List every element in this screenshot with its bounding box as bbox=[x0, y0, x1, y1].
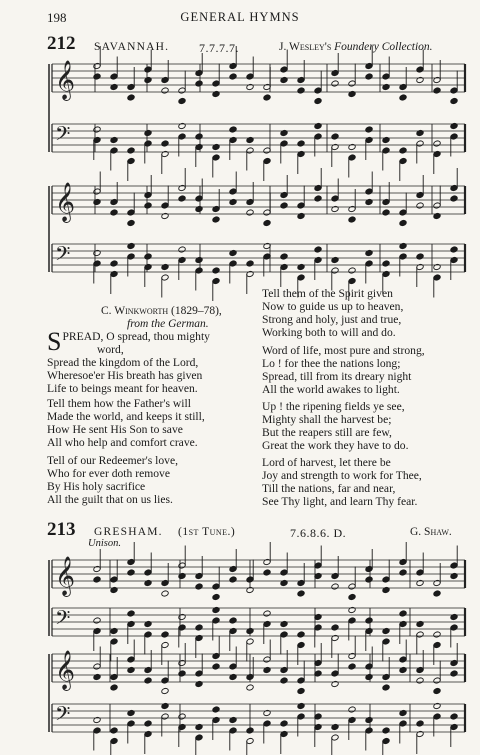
note-head bbox=[212, 706, 220, 713]
note-head bbox=[161, 212, 169, 219]
note-head bbox=[195, 205, 203, 212]
note-head bbox=[93, 249, 101, 256]
note-head bbox=[399, 219, 407, 226]
note-head bbox=[331, 583, 339, 590]
note-head bbox=[382, 209, 390, 216]
verse-line: Wheresoe'er His breath has given bbox=[47, 368, 203, 382]
verse-line: How He sent His Son to save bbox=[47, 422, 183, 436]
note-head bbox=[348, 606, 356, 613]
note-head bbox=[161, 87, 169, 94]
note-head bbox=[399, 94, 407, 101]
note-head bbox=[331, 680, 339, 687]
note-head bbox=[161, 140, 169, 147]
verse-line: Working both to will and do. bbox=[262, 325, 396, 339]
note-head bbox=[280, 202, 288, 209]
note-head bbox=[229, 73, 237, 80]
note-head bbox=[246, 209, 254, 216]
verse-line: Life to beings meant for heaven. bbox=[47, 381, 198, 395]
note-head bbox=[297, 140, 305, 147]
note-head bbox=[348, 663, 356, 670]
note-head bbox=[365, 198, 373, 205]
note-head bbox=[433, 702, 441, 709]
verse-line: PREAD, O spread, thou mighty bbox=[62, 330, 210, 343]
note-head bbox=[229, 198, 237, 205]
note-head bbox=[263, 219, 271, 226]
note-head bbox=[365, 617, 373, 624]
hymn-213-composer: G. Shaw. bbox=[410, 526, 452, 538]
note-head bbox=[382, 83, 390, 90]
note-head bbox=[297, 590, 305, 597]
note-head bbox=[297, 702, 305, 709]
note-head bbox=[433, 212, 441, 219]
note-head bbox=[331, 624, 339, 631]
note-head bbox=[280, 620, 288, 627]
note-head bbox=[280, 253, 288, 260]
verse-line: Spread the kingdom of the Lord, bbox=[47, 355, 199, 369]
note-head bbox=[229, 249, 237, 256]
note-head bbox=[195, 624, 203, 631]
bass-clef-icon: 𝄢 bbox=[55, 606, 71, 634]
verse-2 bbox=[47, 398, 205, 450]
note-head bbox=[433, 263, 441, 270]
note-head bbox=[93, 716, 101, 723]
note-head bbox=[331, 205, 339, 212]
note-head bbox=[178, 572, 186, 579]
translator-name: C. Winkworth (1829–78), bbox=[101, 305, 222, 317]
hymn-213-tune-note: (1st Tune.) bbox=[178, 526, 236, 538]
verse-line: Tell of our Redeemer's love, bbox=[47, 454, 179, 467]
note-head bbox=[399, 147, 407, 154]
translator-credit bbox=[101, 305, 222, 317]
note-head bbox=[93, 617, 101, 624]
note-head bbox=[399, 709, 407, 716]
note-head bbox=[246, 136, 254, 143]
note-head bbox=[450, 713, 458, 720]
note-head bbox=[229, 126, 237, 133]
note-head bbox=[110, 684, 118, 691]
note-head bbox=[246, 627, 254, 634]
note-head bbox=[229, 617, 237, 624]
note-head bbox=[144, 720, 152, 727]
note-head bbox=[110, 136, 118, 143]
note-head bbox=[161, 590, 169, 597]
note-head bbox=[433, 687, 441, 694]
note-head bbox=[348, 143, 356, 150]
note-head bbox=[416, 720, 424, 727]
note-head bbox=[195, 133, 203, 140]
attribution-name: J. Wesley's bbox=[279, 41, 332, 53]
note-head bbox=[144, 677, 152, 684]
note-head bbox=[382, 727, 390, 734]
verse-line: Joy and strength to work for Thee, bbox=[262, 468, 422, 482]
bass-clef-icon: 𝄢 bbox=[55, 702, 71, 730]
note-head bbox=[93, 673, 101, 680]
note-head bbox=[178, 246, 186, 253]
note-head bbox=[178, 97, 186, 104]
note-head bbox=[127, 242, 135, 249]
note-head bbox=[178, 195, 186, 202]
note-head bbox=[229, 716, 237, 723]
note-head bbox=[212, 267, 220, 274]
note-head bbox=[144, 129, 152, 136]
note-head bbox=[348, 216, 356, 223]
verse-line: Up ! the ripening fields ye see, bbox=[262, 400, 405, 413]
verse-line: See Thy light, and learn Thy fear. bbox=[262, 494, 418, 508]
note-head bbox=[246, 684, 254, 691]
verse-1 bbox=[47, 327, 257, 396]
verse-dropcap: S bbox=[47, 327, 62, 356]
verse-6 bbox=[262, 401, 408, 453]
treble-clef-icon: 𝄞 bbox=[55, 650, 76, 690]
verse-line: Who for ever doth remove bbox=[47, 466, 170, 480]
hymn-212-tune-name: SAVANNAH. bbox=[94, 41, 170, 53]
verse-line: Now to guide us up to heaven, bbox=[262, 299, 404, 313]
note-head bbox=[314, 246, 322, 253]
note-head bbox=[365, 673, 373, 680]
note-head bbox=[144, 620, 152, 627]
note-head bbox=[178, 713, 186, 720]
verse-line: Spread, till from its dreary night bbox=[262, 369, 412, 383]
note-head bbox=[127, 569, 135, 576]
verse-line: Lord of harvest, let there be bbox=[262, 456, 391, 469]
note-head bbox=[212, 143, 220, 150]
note-head bbox=[195, 680, 203, 687]
hymn-213-number: 213 bbox=[47, 519, 76, 540]
note-head bbox=[280, 579, 288, 586]
note-head bbox=[314, 97, 322, 104]
note-head bbox=[365, 126, 373, 133]
note-head bbox=[382, 136, 390, 143]
note-head bbox=[212, 90, 220, 97]
note-head bbox=[195, 723, 203, 730]
note-head bbox=[263, 709, 271, 716]
note-head bbox=[433, 140, 441, 147]
note-head bbox=[297, 631, 305, 638]
note-head bbox=[297, 263, 305, 270]
note-head bbox=[127, 147, 135, 154]
verse-line: Lo ! for thee the nations long; bbox=[262, 356, 401, 370]
note-head bbox=[195, 80, 203, 87]
note-head bbox=[297, 212, 305, 219]
note-head bbox=[212, 216, 220, 223]
note-head bbox=[127, 94, 135, 101]
bass-clef-icon: 𝄢 bbox=[55, 122, 71, 150]
note-head bbox=[161, 687, 169, 694]
note-head bbox=[161, 702, 169, 709]
verse-line: Tell them of the Spirit given bbox=[262, 287, 393, 300]
hymn-213-direction: Unison. bbox=[88, 538, 121, 549]
note-head bbox=[280, 720, 288, 727]
note-head bbox=[416, 620, 424, 627]
note-head bbox=[450, 122, 458, 129]
note-head bbox=[450, 246, 458, 253]
note-head bbox=[365, 576, 373, 583]
note-head bbox=[110, 586, 118, 593]
note-head bbox=[263, 666, 271, 673]
note-head bbox=[144, 253, 152, 260]
translator-note: from the German. bbox=[127, 318, 209, 330]
verse-3 bbox=[47, 455, 178, 507]
verse-line: All the world awakes to light. bbox=[262, 382, 400, 396]
treble-clef-icon: 𝄞 bbox=[55, 60, 76, 100]
note-head bbox=[127, 666, 135, 673]
note-head bbox=[280, 76, 288, 83]
note-head bbox=[246, 727, 254, 734]
note-head bbox=[263, 610, 271, 617]
note-head bbox=[314, 122, 322, 129]
verse-line: All the guilt that on us lies. bbox=[47, 492, 173, 506]
verse-line: word, bbox=[97, 342, 124, 356]
note-head bbox=[416, 579, 424, 586]
note-head bbox=[450, 670, 458, 677]
note-head bbox=[331, 133, 339, 140]
note-head bbox=[450, 195, 458, 202]
note-head bbox=[382, 586, 390, 593]
note-head bbox=[229, 673, 237, 680]
note-head bbox=[110, 260, 118, 267]
page-header: GENERAL HYMNS bbox=[180, 10, 300, 24]
bass-clef-icon: 𝄢 bbox=[55, 242, 71, 270]
hymn-212-meter: 7.7.7.7. bbox=[199, 41, 239, 55]
note-head bbox=[365, 73, 373, 80]
note-head bbox=[382, 627, 390, 634]
note-head bbox=[280, 129, 288, 136]
note-head bbox=[178, 122, 186, 129]
note-head bbox=[93, 126, 101, 133]
verse-5 bbox=[262, 345, 425, 397]
note-head bbox=[212, 606, 220, 613]
note-head bbox=[416, 76, 424, 83]
note-head bbox=[263, 569, 271, 576]
note-head bbox=[93, 198, 101, 205]
verse-line: Mighty shall the harvest be; bbox=[262, 412, 392, 426]
note-head bbox=[416, 129, 424, 136]
verse-4 bbox=[262, 288, 403, 340]
note-head bbox=[144, 76, 152, 83]
treble-clef-icon: 𝄞 bbox=[55, 182, 76, 222]
note-head bbox=[433, 590, 441, 597]
note-head bbox=[110, 727, 118, 734]
note-head bbox=[331, 256, 339, 263]
note-head bbox=[195, 256, 203, 263]
page-number: 198 bbox=[47, 10, 67, 25]
note-head bbox=[178, 613, 186, 620]
note-head bbox=[416, 253, 424, 260]
note-head bbox=[93, 576, 101, 583]
note-head bbox=[348, 267, 356, 274]
note-head bbox=[127, 219, 135, 226]
note-head bbox=[195, 583, 203, 590]
verse-line: Tell them how the Father's will bbox=[47, 397, 191, 410]
note-head bbox=[127, 610, 135, 617]
note-head bbox=[297, 87, 305, 94]
verse-line: Great the work they have to do. bbox=[262, 438, 409, 452]
note-head bbox=[382, 684, 390, 691]
note-head bbox=[161, 631, 169, 638]
note-head bbox=[110, 627, 118, 634]
note-head bbox=[144, 579, 152, 586]
note-head bbox=[331, 80, 339, 87]
note-head bbox=[144, 202, 152, 209]
note-head bbox=[416, 677, 424, 684]
note-head bbox=[212, 593, 220, 600]
verse-line: By His holy sacrifice bbox=[47, 479, 146, 493]
note-head bbox=[450, 97, 458, 104]
note-head bbox=[212, 663, 220, 670]
note-head bbox=[416, 202, 424, 209]
note-head bbox=[280, 677, 288, 684]
note-head bbox=[297, 687, 305, 694]
note-head bbox=[178, 670, 186, 677]
note-head bbox=[399, 569, 407, 576]
note-head bbox=[246, 260, 254, 267]
note-head bbox=[110, 209, 118, 216]
note-head bbox=[263, 94, 271, 101]
hymn-212-number: 212 bbox=[47, 33, 76, 54]
note-head bbox=[382, 260, 390, 267]
note-head bbox=[314, 195, 322, 202]
note-head bbox=[365, 716, 373, 723]
note-head bbox=[399, 610, 407, 617]
note-head bbox=[450, 572, 458, 579]
note-head bbox=[246, 83, 254, 90]
verse-line: Till the nations, far and near, bbox=[262, 481, 396, 495]
verse-line: Made the world, and keeps it still, bbox=[47, 409, 205, 423]
hymn-213-tune-name: GRESHAM. bbox=[94, 526, 163, 538]
verse-7 bbox=[262, 457, 422, 509]
note-head bbox=[110, 83, 118, 90]
note-head bbox=[161, 263, 169, 270]
hymn-213-meter: 7.6.8.6. D. bbox=[290, 526, 347, 540]
attribution-source: Foundery Collection. bbox=[334, 41, 433, 53]
verse-line: All who help and comfort crave. bbox=[47, 435, 198, 449]
note-head bbox=[433, 87, 441, 94]
note-head bbox=[450, 613, 458, 620]
verse-line: Word of life, most pure and strong, bbox=[262, 344, 425, 357]
note-head bbox=[348, 90, 356, 97]
note-head bbox=[331, 723, 339, 730]
treble-clef-icon: 𝄞 bbox=[55, 556, 76, 596]
note-head bbox=[399, 666, 407, 673]
note-head bbox=[399, 242, 407, 249]
note-head bbox=[229, 576, 237, 583]
verse-line: But the reapers still are few, bbox=[262, 425, 392, 439]
note-head bbox=[433, 631, 441, 638]
note-head bbox=[246, 586, 254, 593]
note-head bbox=[348, 593, 356, 600]
note-head bbox=[93, 73, 101, 80]
note-head bbox=[127, 709, 135, 716]
verse-line: Strong and holy, just and true, bbox=[262, 312, 402, 326]
note-head bbox=[365, 249, 373, 256]
note-head bbox=[348, 706, 356, 713]
